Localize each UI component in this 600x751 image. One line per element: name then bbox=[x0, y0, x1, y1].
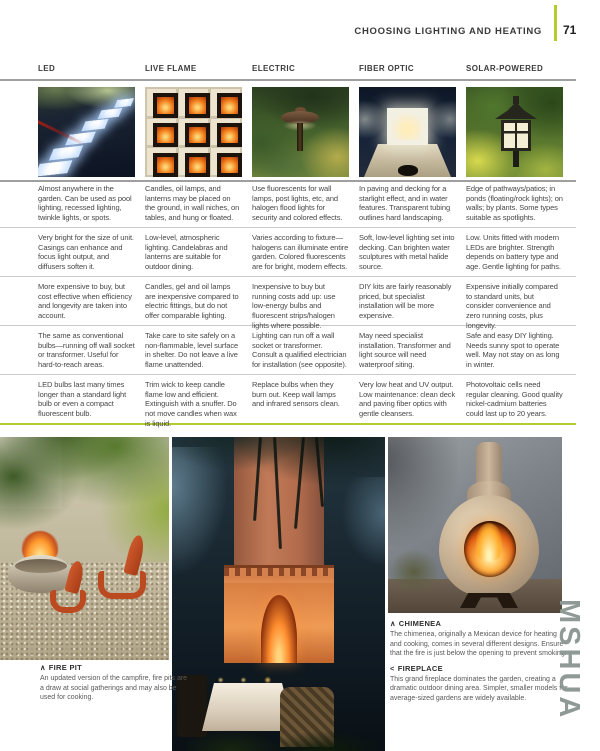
table-cell: Varies according to fixture—halogens can illuminate entire garden. Colored fluorescents are for bright, modern effects. bbox=[252, 233, 349, 272]
column-header-solar-powered: SOLAR-POWERED bbox=[466, 64, 544, 73]
caption-body: An updated version of the campfire, fire pits are a draw at social gatherings and may also be used for cooking. bbox=[40, 675, 188, 702]
caption-body: The chimenea, originally a Mexican device for heating and cooking, comes in several different designs. Ensure that the fire is just below the opening to prevent smoking. bbox=[390, 631, 567, 658]
photo-rule bbox=[0, 180, 576, 182]
foreground-plants bbox=[172, 717, 385, 751]
candle-niche bbox=[211, 119, 240, 146]
table-cell: Lighting can run off a wall socket or transformer. Consult a qualified electrician for installation (see opposite). bbox=[252, 331, 347, 370]
table-cell: Trim wick to keep candle flame low and efficient. Extinguish with a snuffer. Do not move candles when wax is liquid. bbox=[145, 380, 237, 428]
table-cell: Very bright for the size of unit. Casings can enhance and focus light output, and diffusers soften it. bbox=[38, 233, 134, 272]
header-rule bbox=[0, 79, 576, 81]
table-cell: Edge of pathways/patios; in ponds (floating/rock lights); on walls; by plants. Some types suitable as spotlights. bbox=[466, 184, 563, 223]
table-cell: Safe and easy DIY lighting. Needs sunny spot to operate well. May not stay on as long in winter. bbox=[466, 331, 560, 370]
lantern-roof bbox=[495, 102, 537, 119]
lantern-stem bbox=[513, 151, 519, 167]
caret-up-icon: ∧ bbox=[390, 619, 396, 628]
lantern-body bbox=[501, 120, 531, 151]
table-cell: Replace bulbs when they burn out. Keep wall lamps and infrared sensors clean. bbox=[252, 380, 340, 409]
table-cell: May need specialist installation. Transformer and light source will need waterproof siting. bbox=[359, 331, 451, 370]
orange-chair bbox=[50, 561, 86, 613]
page-title: CHOOSING LIGHTING AND HEATING bbox=[354, 26, 542, 37]
caret-up-icon: ∧ bbox=[40, 663, 46, 672]
led-tile bbox=[49, 145, 83, 160]
photo-outdoor-fireplace bbox=[172, 437, 385, 751]
table-cell: The same as conventional bulbs—running off wall socket or transformer. Useful for hard-to-reach areas. bbox=[38, 331, 135, 370]
photo-chimenea bbox=[388, 437, 562, 613]
photo-led-deck-lights bbox=[38, 87, 135, 177]
table-cell: Very low heat and UV output. Low maintenance: clean deck and paving fiber optics with gentle cleansers. bbox=[359, 380, 456, 419]
watermark-text: MSHUA bbox=[553, 599, 585, 721]
candle-niche bbox=[179, 148, 208, 175]
column-header-live-flame: LIVE FLAME bbox=[145, 64, 197, 73]
candle-niche bbox=[179, 89, 208, 116]
caret-left-icon: < bbox=[390, 663, 395, 673]
table-cell: Take care to site safely on a non-flammable, level surface in shelter. Do not leave a live flame unattended. bbox=[145, 331, 239, 370]
crenellation-band bbox=[224, 565, 334, 583]
column-header-electric: ELECTRIC bbox=[252, 64, 296, 73]
table-cell: Photovoltaic cells need regular cleaning. Good quality nickel-cadmium batteries could last up to 20 years. bbox=[466, 380, 563, 419]
page-number: 71 bbox=[563, 23, 577, 37]
caption-fireplace bbox=[390, 664, 568, 704]
table-cell: Soft, low-level lighting set into decking. Can brighten water sculptures with metal halide source. bbox=[359, 233, 455, 272]
candle-niche bbox=[147, 89, 176, 116]
photo-candle-wall bbox=[145, 87, 242, 177]
table-cell: Candles, oil lamps, and lanterns may be placed on the ground, in wall niches, on tables, and hung or floated. bbox=[145, 184, 240, 223]
caption-title: ∧ CHIMENEA bbox=[390, 619, 442, 628]
table-cell: In paving and decking for a starlight effect, and in water features. Transparent tubing outlines hard landscaping. bbox=[359, 184, 451, 223]
photo-electric-post-light bbox=[252, 87, 349, 177]
photo-fire-pit bbox=[0, 437, 169, 660]
orange-chair bbox=[98, 535, 146, 599]
table-cell: Candles, gel and oil lamps are inexpensive compared to electric fittings, but do not offer comparable lighting. bbox=[145, 282, 239, 321]
led-tile bbox=[81, 119, 108, 132]
caption-fire-pit bbox=[40, 663, 192, 703]
chimenea-flame bbox=[476, 523, 502, 561]
captions-right bbox=[390, 619, 568, 703]
table-column-headers bbox=[38, 64, 563, 73]
candle-niche bbox=[211, 89, 240, 116]
table-cell: Low-level, atmospheric lighting. Candelabras and lanterns are suitable for outdoor dining. bbox=[145, 233, 228, 272]
shrub bbox=[388, 549, 440, 595]
photo-strip bbox=[38, 87, 563, 177]
candle-niche bbox=[147, 148, 176, 175]
glowing-cube bbox=[387, 108, 428, 145]
block-wall-grid bbox=[145, 87, 242, 177]
table-cell: Low. Units fitted with modern LEDs are brighter. Strength depends on battery type and age. Gentle lighting for paths. bbox=[466, 233, 561, 272]
table-cell: Expensive initially compared to standard units, but consider convenience and zero running costs, plus longevity. bbox=[466, 282, 558, 330]
caption-body: This grand fireplace dominates the garden, creating a dramatic outdoor dining area. Simpler, smaller models for average-sized gardens are widely available. bbox=[390, 676, 568, 702]
photo-solar-lantern bbox=[466, 87, 563, 177]
caption-title: ∧ FIRE PIT bbox=[40, 663, 83, 672]
table-cell: DIY kits are fairly reasonably priced, but specialist installation will be more expensive. bbox=[359, 282, 452, 321]
column-header-fiber-optic: FIBER OPTIC bbox=[359, 64, 415, 73]
caption-chimenea bbox=[390, 619, 568, 659]
dark-basin bbox=[398, 165, 418, 176]
column-header-led: LED bbox=[38, 64, 56, 73]
table-cell: LED bulbs last many times longer than a standard light bulb or even a compact fluorescent bulb. bbox=[38, 380, 127, 419]
table-cell: Use fluorescents for wall lamps, post lights, etc, and halogen flood lights for security and colored effects. bbox=[252, 184, 343, 223]
photo-fiber-optic-cube bbox=[359, 87, 456, 177]
candle-niche bbox=[211, 148, 240, 175]
table-cell: Almost anywhere in the garden. Can be used as pool lighting, recessed lighting, twinkle lights, or spots. bbox=[38, 184, 132, 223]
lamp-post bbox=[297, 123, 303, 151]
table-cell: More expensive to buy, but cost effective when efficiency and longevity are taken into account. bbox=[38, 282, 132, 321]
caption-title: < FIREPLACE bbox=[390, 663, 443, 673]
led-tile bbox=[114, 98, 134, 108]
candle-niche bbox=[147, 119, 176, 146]
led-tile bbox=[98, 108, 123, 119]
led-tile bbox=[38, 160, 73, 177]
comparison-table bbox=[38, 184, 563, 429]
table-cell: Inexpensive to buy but running costs add up: use low-energy bulbs and fluorescent strips/halogen lights where possible. bbox=[252, 282, 336, 330]
accent-bar bbox=[554, 5, 557, 41]
candle-niche bbox=[179, 119, 208, 146]
